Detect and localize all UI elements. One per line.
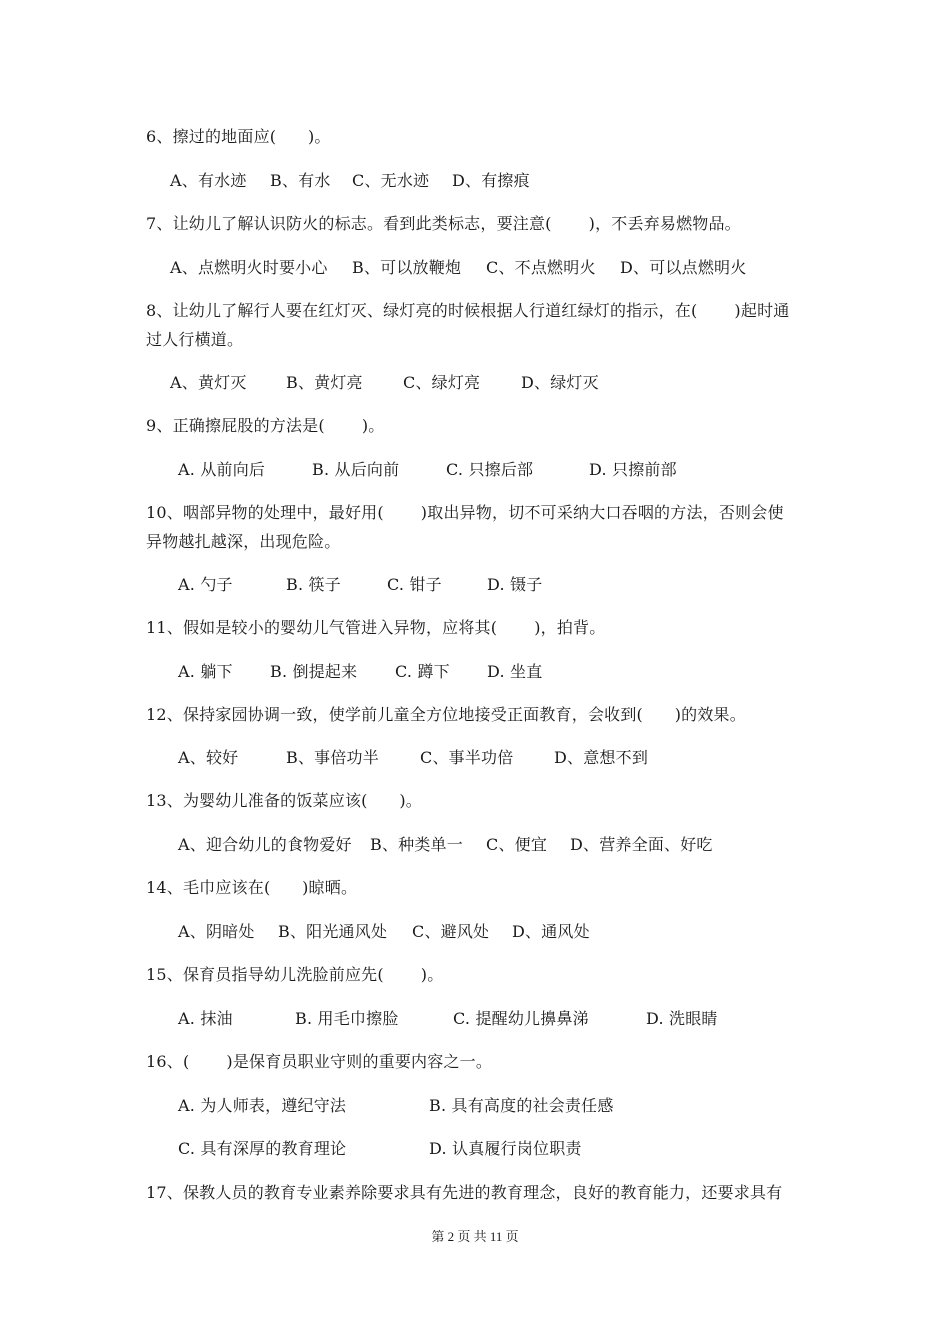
question-14-stem: 14、毛巾应该在( )晾晒。	[146, 878, 358, 897]
question-9-option-c: C. 只擦后部	[446, 460, 534, 479]
question-10-option-d: D. 镊子	[487, 575, 543, 594]
question-10-option-b: B. 筷子	[286, 575, 341, 594]
question-15-stem: 15、保育员指导幼儿洗脸前应先( )。	[146, 965, 444, 984]
question-14-option-c: C、避风处	[412, 922, 490, 941]
question-14-option-a: A、阴暗处	[178, 922, 255, 941]
question-10-stem-line-2: 异物越扎越深，出现危险。	[146, 532, 341, 551]
question-9-option-a: A. 从前向后	[178, 460, 266, 479]
question-8-option-b: B、黄灯亮	[286, 373, 363, 392]
question-16-option-c: C. 具有深厚的教育理论	[178, 1139, 347, 1158]
question-16-option-a: A. 为人师表，遵纪守法	[178, 1096, 347, 1115]
question-10-option-a: A. 勺子	[178, 575, 233, 594]
question-8-option-c: C、绿灯亮	[403, 373, 481, 392]
question-10-stem-line-1: 10、咽部异物的处理中，最好用( )取出异物，切不可采纳大口吞咽的方法，否则会使	[146, 503, 784, 522]
question-12-option-c: C、事半功倍	[420, 748, 514, 767]
question-13-option-b: B、种类单一	[370, 835, 463, 854]
question-11-option-c: C. 蹲下	[395, 662, 450, 681]
question-17-stem: 17、保教人员的教育专业素养除要求具有先进的教育理念，良好的教育能力，还要求具有	[146, 1183, 783, 1202]
question-8-option-a: A、黄灯灭	[170, 373, 247, 392]
question-16-option-d: D. 认真履行岗位职责	[429, 1139, 582, 1158]
question-10-option-c: C. 钳子	[387, 575, 442, 594]
question-13-option-c: C、便宜	[486, 835, 548, 854]
question-14-option-b: B、阳光通风处	[278, 922, 388, 941]
question-8-option-d: D、绿灯灭	[521, 373, 599, 392]
question-13-option-d: D、营养全面、好吃	[570, 835, 713, 854]
question-6-option-d: D、有擦痕	[452, 171, 530, 190]
question-12-option-b: B、事倍功半	[286, 748, 379, 767]
question-9-option-d: D. 只擦前部	[589, 460, 677, 479]
question-8-stem-line-1: 8、让幼儿了解行人要在红灯灭、绿灯亮的时候根据人行道红绿灯的指示，在( )起时通	[146, 301, 790, 320]
question-8-stem-line-2: 过人行横道。	[146, 330, 244, 349]
question-7-option-d: D、可以点燃明火	[620, 258, 747, 277]
question-11-option-d: D. 坐直	[487, 662, 543, 681]
question-11-option-b: B. 倒提起来	[270, 662, 358, 681]
question-13-option-a: A、迎合幼儿的食物爱好	[178, 835, 352, 854]
question-6-option-a: A、有水迹	[170, 171, 247, 190]
question-12-option-a: A、较好	[178, 748, 239, 767]
question-6-stem: 6、擦过的地面应( )。	[146, 127, 331, 146]
question-7-option-a: A、点燃明火时要小心	[170, 258, 328, 277]
question-9-stem: 9、正确擦屁股的方法是( )。	[146, 416, 385, 435]
question-7-option-c: C、不点燃明火	[486, 258, 596, 277]
question-7-option-b: B、可以放鞭炮	[352, 258, 462, 277]
question-12-stem: 12、保持家园协调一致，使学前儿童全方位地接受正面教育，会收到( )的效果。	[146, 705, 746, 724]
question-16-stem: 16、( )是保育员职业守则的重要内容之一。	[146, 1052, 493, 1071]
question-6-option-b: B、有水	[270, 171, 331, 190]
question-12-option-d: D、意想不到	[554, 748, 649, 767]
question-15-option-a: A. 抹油	[178, 1009, 233, 1028]
question-16-option-b: B. 具有高度的社会责任感	[429, 1096, 614, 1115]
question-7-stem: 7、让幼儿了解认识防火的标志。看到此类标志，要注意( )，不丢弃易燃物品。	[146, 214, 741, 233]
page-footer: 第 2 页 共 11 页	[431, 1229, 519, 1244]
question-6-option-c: C、无水迹	[352, 171, 430, 190]
question-9-option-b: B. 从后向前	[312, 460, 400, 479]
question-15-option-d: D. 洗眼睛	[646, 1009, 718, 1028]
question-13-stem: 13、为婴幼儿准备的饭菜应该( )。	[146, 791, 422, 810]
question-15-option-c: C. 提醒幼儿擤鼻涕	[453, 1009, 589, 1028]
question-15-option-b: B. 用毛巾擦脸	[295, 1009, 399, 1028]
question-11-option-a: A. 躺下	[178, 662, 233, 681]
question-14-option-d: D、通风处	[512, 922, 590, 941]
question-11-stem: 11、假如是较小的婴幼儿气管进入异物，应将其( )，拍背。	[146, 618, 606, 637]
